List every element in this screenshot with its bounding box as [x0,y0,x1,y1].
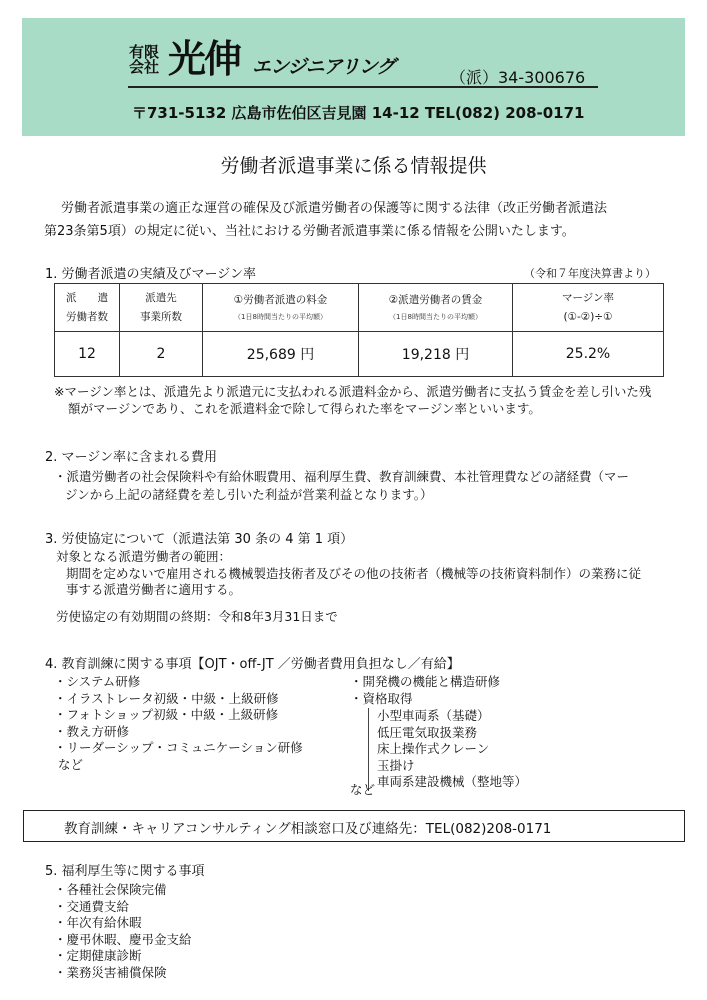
section-1-source-note: （令和７年度決算書より） [524,267,656,280]
section-3-heading: 3. 労使協定について（派遣法第 30 条の 4 第 1 項） [45,532,354,547]
qualification-item: 車両系建設機械（整地等） [377,774,528,789]
company-kind-line2: 会社 [129,58,160,76]
contact-text: 教育訓練・キャリアコンサルティング相談窓口及び連絡先：TEL(082)208-0171 [64,821,552,837]
table-header-line: 事業所数 [140,310,182,323]
list-etc: など [58,756,84,772]
section-4-heading: 4. 教育訓練に関する事項【OJT・off-JT ／労働者費用負担なし／有給】 [45,657,460,672]
section-2-line-1: ・派遣労働者の社会保険料や有給休暇費用、福利厚生費、教育訓練費、本社管理費などの諸経費（マー [54,469,630,484]
section-3-agreement-term: 労使協定の有効期間の終期：令和8年3月31日まで [56,609,338,624]
intro-line-2: 第23条第5項）の規定に従い、当社における労働者派遣事業に係る情報を公開いたします。 [44,224,575,239]
list-item: ・業務災害補償保険 [54,964,167,980]
list-item: ・開発機の機能と構造研修 [350,674,501,689]
margin-rate-footnote-1: ※マージン率とは、派遣先より派遣元に支払われる派遣料金から、派遣労働者に支払う賃金を差し引いた残 [54,384,652,399]
cell-site-count: 2 [120,332,203,377]
section-2-heading: 2. マージン率に含まれる費用 [45,450,217,465]
table-header-line: 労働者数 [66,310,108,323]
contact-box [23,810,685,842]
table-header-subline: （1日8時間当たりの平均額） [389,313,482,321]
cell-wage: 19,218 円 [359,332,513,377]
list-item: ・各種社会保険完備 [54,882,167,897]
table-header-wage [359,284,513,332]
list-item: ・資格取得 [350,690,413,706]
table-header-line: ①労働者派遣の料金 [233,294,328,306]
page-title: 労働者派遣事業に係る情報提供 [220,155,487,177]
company-kind [129,45,159,75]
qualification-tree [368,708,527,791]
training-list-left [54,674,303,773]
cell-worker-count: 12 [55,332,120,377]
list-item: ・年次有給休暇 [54,915,142,930]
table-header-line: マージン率 [561,291,615,304]
list-item: ・交通費支給 [54,898,130,914]
training-list-right [350,674,500,707]
table-header-line: ②派遣労働者の賃金 [388,294,483,306]
list-item: ・イラストレータ初級・中級・上級研修 [54,690,279,706]
section-3-scope-label: 対象となる派遣労働者の範囲： [56,549,232,564]
list-item: ・教え方研修 [54,723,130,739]
list-item: ・フォトショップ初級・中級・上級研修 [54,707,279,722]
qualification-item: 床上操作式クレーン [377,741,490,756]
cell-margin-rate: 25.2% [513,332,664,377]
table-header-workers [55,284,120,332]
dispatch-license-number: （派）34-300676 [450,68,586,87]
table-header-line: 派遣先 [145,291,177,304]
table-row [55,332,664,377]
section-1-heading: 1. 労働者派遣の実績及びマージン率 [45,267,256,282]
cell-dispatch-fee: 25,689 円 [203,332,359,377]
table-header-line: 派 遣 [66,291,108,304]
company-kind-line1: 有限 [129,43,160,61]
table-header-margin-rate [513,284,664,332]
margin-rate-table [54,283,664,377]
section-2-line-2: ジンから上記の諸経費を差し引いた利益が営業利益となります。） [65,487,433,502]
list-item: ・慶弔休暇、慶弔金支給 [54,931,192,947]
table-header-fee [203,284,359,332]
list-item: ・定期健康診断 [54,948,142,963]
margin-rate-footnote-2: 額がマージンであり、これを派遣料金で除して得られた率をマージン率といいます。 [68,401,541,416]
table-header-sites [120,284,203,332]
company-address: 〒731-5132 広島市佐伯区吉見園 14-12 TEL(082) 208-0171 [132,104,585,122]
table-header-line: (①-②)÷① [563,310,613,323]
table-header-row [55,284,664,332]
table-header-subline: （1日8時間当たりの平均額） [234,313,327,321]
intro-line-1: 労働者派遣事業の適正な運営の確保及び派遣労働者の保護等に関する法律（改正労働者派遣法 [61,201,608,216]
company-name-kana: エンジニアリング [252,56,395,78]
section-3-scope-line-1: 期間を定めないで雇用される機械製造技術者及びその他の技術者（機械等の技術資料制作）の業務に従 [66,566,642,581]
section-5-heading: 5. 福利厚生等に関する事項 [45,864,205,879]
list-item: ・リーダーシップ・コミュニケーション研修 [54,740,303,755]
section-3-scope-line-2: 事する派遣労働者に適用する。 [66,582,242,597]
qualification-item: 小型車両系（基礎） [377,708,490,723]
qualification-item: 低圧電気取扱業務 [377,724,478,740]
qualification-item: 玉掛け [377,757,415,773]
list-item: ・システム研修 [54,674,141,689]
list-etc: など [350,782,376,797]
welfare-list [54,882,192,981]
header-divider [128,86,598,88]
company-name: 光伸 [168,37,241,81]
